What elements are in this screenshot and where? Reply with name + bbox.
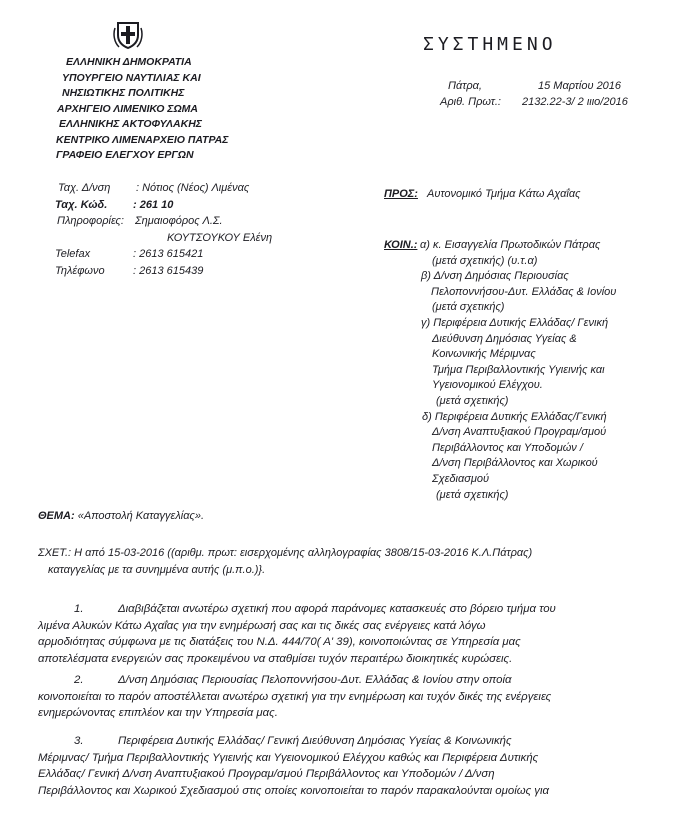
cc-line: Διεύθυνση Δημόσιας Υγείας & <box>432 332 577 345</box>
date-value: 15 Μαρτίου 2016 <box>538 80 622 92</box>
cc-line: δ) Περιφέρεια Δυτικής Ελλάδας/Γενική <box>422 410 607 423</box>
cc-line: (μετά σχετικής) <box>432 301 505 314</box>
sender-line: ΚΕΝΤΡΙΚΟ ΛΙΜΕΝΑΡΧΕΙΟ ΠΑΤΡΑΣ <box>56 133 229 146</box>
reference <box>38 545 532 579</box>
fax-value: : 2613 615421 <box>133 248 204 260</box>
paragraph-line: Ελλάδας/ Γενική Δ/νση Αναπτυξιακού Προγραμ/σμού Περιβάλλοντος και Υποδομών / Δ/νση <box>38 768 495 781</box>
cc-label: ΚΟΙΝ.: <box>384 239 418 251</box>
cc-line: Δ/νση Περιβάλλοντος και Χωρικού <box>432 457 598 470</box>
cc-line: Δ/νση Αναπτυξιακού Προγραμ/σμού <box>432 426 607 439</box>
protocol-value: 2132.22-3/ 2 ιιιο/2016 <box>522 96 628 108</box>
protocol-label: Αριθ. Πρωτ.: <box>440 96 501 108</box>
cc-line: (μετά σχετικής) <box>436 394 509 407</box>
reference-line: καταγγελίας με τα συνημμένα αυτής (μ.π.ο.)}. <box>48 564 266 576</box>
paragraph-line: Περιφέρεια Δυτικής Ελλάδας/ Γενική Διεύθυνση Δημόσιας Υγείας & Κοινωνικής <box>118 735 512 747</box>
sender-line: ΥΠΟΥΡΓΕΙΟ ΝΑΥΤΙΛΙΑΣ ΚΑΙ <box>62 71 201 84</box>
info-label: Πληροφορίες: <box>57 215 124 227</box>
recipient-label: ΠΡΟΣ: <box>384 188 418 200</box>
cc-line: Τμήμα Περιβαλλοντικής Υγιεινής και <box>432 363 605 376</box>
paragraph-line: λιμένα Αλυκών Κάτω Αχαΐας για την ενημέρωσή σας και τις δικές σας ενέργειες κατά λόγω <box>38 619 486 632</box>
cc-line: (μετά σχετικής) <box>436 488 509 501</box>
cc-line: Υγειονομικού Ελέγχου. <box>432 379 543 392</box>
paragraph-line: αποτελέσματα ενεργειών σας προκειμένου να σταθμίσει τυχόν περαιτέρω διοικητικές κυρώσεις. <box>38 653 513 666</box>
phone-label: Τηλέφωνο <box>55 264 105 277</box>
sender-line: ΕΛΛΗΝΙΚΗ ΔΗΜΟΚΡΑΤΙΑ <box>66 56 192 68</box>
paragraph-number: 2. <box>74 674 84 686</box>
postcode-value: : 261 10 <box>133 198 174 211</box>
paragraph-2 <box>0 672 551 722</box>
fax-label: Telefax <box>55 248 91 260</box>
info-value-name: ΚΟΥΤΣΟΥΚΟΥ Ελένη <box>167 231 273 244</box>
postcode-label: Ταχ. Κώδ. <box>55 198 108 211</box>
subject <box>38 509 204 524</box>
paragraph-number: 3. <box>74 735 84 747</box>
address-label: Ταχ. Δ/νση <box>58 182 111 194</box>
cc-line: γ) Περιφέρεια Δυτικής Ελλάδας/ Γενική <box>421 316 609 329</box>
paragraph-3 <box>0 733 549 800</box>
cc-line: α) κ. Εισαγγελία Πρωτοδικών Πάτρας <box>420 239 601 251</box>
cc-line: β) Δ/νση Δημόσιας Περιουσίας <box>421 270 569 283</box>
paragraph-line: Περιβάλλοντος και Χωρικού Σχεδιασμού στις οποίες κοινοποιείται το παρόν παρακαλούνται ομοίως για <box>38 785 550 798</box>
info-value: Σημαιοφόρος Λ.Σ. <box>135 215 223 227</box>
recipient <box>384 187 580 202</box>
sender-block <box>56 55 228 164</box>
subject-value: «Αποστολή Καταγγελίας». <box>77 510 205 522</box>
paragraph-line: Μέριμνας/ Τμήμα Περιβαλλοντικής Υγιεινής και Υγειονομικού Ελέγχου καθώς και Περιφέρεια Δυτικής <box>38 751 539 764</box>
place-label: Πάτρα, <box>448 80 482 92</box>
sender-line: ΑΡΧΗΓΕΙΟ ΛΙΜΕΝΙΚΟ ΣΩΜΑ <box>57 102 199 115</box>
paragraph-1 <box>0 601 556 668</box>
cc-line: Πελοποννήσου-Δυτ. Ελλάδας & Ιονίου <box>431 285 617 298</box>
greek-coat-of-arms-icon <box>113 20 143 50</box>
recipient-value: Αυτονομικό Τμήμα Κάτω Αχαΐας <box>427 188 581 200</box>
registered-mail-stamp: ΣΥΣΤΗΜΕΝΟ <box>423 34 557 55</box>
cc-list <box>0 238 616 503</box>
address-value: : Νότιος (Νέος) Λιμένας <box>136 182 250 194</box>
paragraph-line: κοινοποιείται το παρόν αποστέλλεται ανωτέρω σχετική για την ενημέρωση και τυχόν δικές της ενέργειες <box>38 690 552 703</box>
reference-line: ΣΧΕΤ.: Η από 15-03-2016 ((αριθμ. πρωτ: εισερχομένης αλληλογραφίας 3808/15-03-2016 Κ.Λ.Πάτρας) <box>38 547 533 559</box>
sender-line: ΝΗΣΙΩΤΙΚΗΣ ΠΟΛΙΤΙΚΗΣ <box>62 87 185 99</box>
cc-line: Σχεδιασμού <box>432 472 490 485</box>
paragraph-line: ενημερώνοντας επιπλέον και την Υπηρεσία μας. <box>38 707 278 720</box>
cc-line: Περιβάλλοντος και Υποδομών / <box>432 441 583 454</box>
paragraph-line: Δ/νση Δημόσιας Περιουσίας Πελοποννήσου-Δυτ. Ελλάδας & Ιονίου στην οποία <box>118 674 512 686</box>
cc-line: Κοινωνικής Μέριμνας <box>432 348 536 361</box>
subject-label: ΘΕΜΑ: <box>38 510 75 522</box>
phone-value: : 2613 615439 <box>133 264 204 277</box>
paragraph-line: Διαβιβάζεται ανωτέρω σχετική που αφορά παράνομες κατασκευές στο βόρειο τμήμα του <box>118 603 556 615</box>
sender-line: ΕΛΛΗΝΙΚΗΣ ΑΚΤΟΦΥΛΑΚΗΣ <box>59 118 202 130</box>
sender-line: ΓΡΑΦΕΙΟ ΕΛΕΓΧΟΥ ΕΡΓΩΝ <box>56 149 194 161</box>
paragraph-line: αρμοδιότητας σύμφωνα με τις διατάξεις του Ν.Δ. 444/70( Α' 39), κοινοποιώντας σε Υπηρεσία μας <box>38 636 521 649</box>
paragraph-number: 1. <box>74 603 84 615</box>
cc-line: (μετά σχετικής) (υ.τ.α) <box>432 254 538 267</box>
